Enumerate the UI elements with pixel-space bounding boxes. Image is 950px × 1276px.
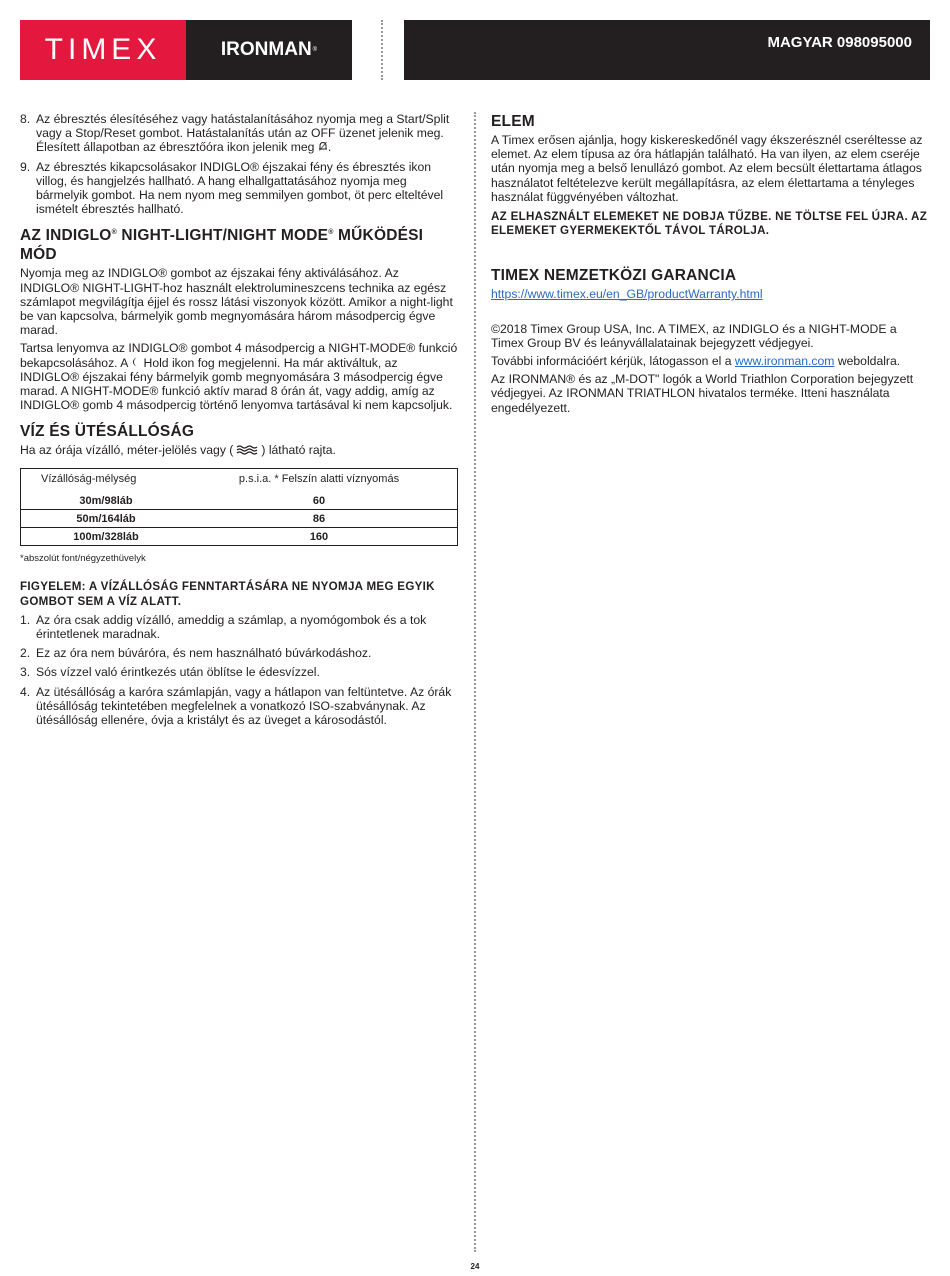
moon-icon [131, 356, 140, 370]
battery-body: A Timex erősen ajánlja, hogy kiskereskedőnél vagy ékszerésznél cseréltesse az elemet. Az elem típusa az óra hátlapján található. Ha van ilyen, az elem cseréje után nyomja meg a belső lenullázó gombot. Az elem becsült élettartama átlagos használatot feltételezve került megállapításra, az elem élettartama a tényleges használat függvényében változhat. [491, 133, 923, 204]
table-header-pressure: p.s.i.a. * Felszín alatti víznyomás [238, 473, 400, 486]
table-row [21, 527, 458, 545]
table-cell-pressure: 86 [181, 509, 458, 527]
table-cell-pressure: 60 [181, 492, 458, 510]
battery-warning: AZ ELHASZNÁLT ELEMEKET NE DOBJA TŰZBE. NE TÖLTSE FEL ÚJRA. AZ ELEMEKET GYERMEKEKTŐL TÁVOL TÁROLJA. [491, 210, 928, 238]
list-number: 9. [20, 159, 31, 174]
list-text: Az ébresztés kikapcsolásakor INDIGLO® éjszakai fény és ébresztés ikon villog, és hangjelzés hallható. A hang elhallgattatásához nyomja meg bármelyik gombot. Ha nem nyom meg semmilyen gombot, öt perc elteltével ismételt ébresztés hallható. [36, 159, 444, 217]
indiglo-paragraph-2: Tartsa lenyomva az INDIGLO® gombot 4 másodpercig a NIGHT-MODE® funkció bekapcsolásához. A Hold ikon fog megjelenni. Ha már aktiváltuk, az INDIGLO® éjszakai fény bármelyik gomb megnyomására 3 másodpercig égve marad. A NIGHT-MODE® funkció aktív marad 8 órán át, vagy addig, amíg az INDIGLO® gomb 4 másodpercig történő lenyomva tartásával ki nem kapcsoljuk. [20, 341, 458, 413]
brand-logo [20, 20, 352, 80]
list-number: 8. [20, 112, 31, 126]
water-list [20, 613, 458, 727]
header-bar [404, 20, 930, 80]
list-item: 8. Az ébresztés élesítéséhez vagy hatástalanításához nyomja meg a Start/Split vagy a Stop/Reset gombot. Hatástalanítás után az OFF üzenet jelenik meg. Élesített állapotban az ébresztőóra ikon jelenik meg . [20, 112, 450, 155]
water-intro: Ha az órája vízálló, méter-jelölés vagy ( ) látható rajta. [20, 443, 336, 458]
ironman-logo-text: IRONMAN [220, 39, 312, 60]
table-footnote: *abszolút font/négyzethüvelyk [20, 553, 146, 565]
list-text: Az ébresztés élesítéséhez vagy hatástalanításához nyomja meg a Start/Split vagy a Stop/Reset gombot. Hatástalanítás után az OFF üzenet jelenik meg. Élesített állapotban az ébresztőóra ikon jelenik meg [36, 112, 450, 155]
alarm-bell-icon [318, 140, 328, 154]
table-row [21, 509, 458, 527]
battery-heading: ELEM [491, 113, 535, 130]
water-waves-icon [236, 444, 258, 458]
timex-logo-text: TIMEX [44, 33, 162, 66]
ironman-trademark-text: Az IRONMAN® és az „M-DOT" logók a World Triathlon Corporation bejegyzett védjegyei. Az IRONMAN TRIATHLON hivatalos terméke. Itteni használata engedélyezett. [491, 372, 914, 415]
warranty-heading: TIMEX NEMZETKÖZI GARANCIA [491, 267, 737, 285]
table-row [21, 492, 458, 510]
timex-logo [20, 20, 186, 80]
indiglo-paragraph-1: Nyomja meg az INDIGLO® gombot az éjszakai fény aktiválásához. Az INDIGLO® NIGHT-LIGHT-hoz használt elektrolumineszcens technika az egész számlapot megvilágítja éjjel és rossz látási viszonyok között. Amikor a night-light be van kapcsolva, bármelyik gomb megnyomására három másodpercig égve marad. [20, 266, 453, 338]
document-title: MAGYAR 098095000 [767, 34, 912, 51]
table-cell-depth: 100m/328láb [73, 530, 139, 543]
header-divider [381, 20, 383, 80]
list-item: 4. Az ütésállóság a karóra számlapján, vagy a hátlapon van feltüntetve. Az órák ütésállóság tekintetében megfelelnek a vonatkozó ISO-szabványnak. Az ütésállóság ellenére, óvja a kristályt és az üveget a károsodástól. [20, 684, 452, 727]
list-item: 1. Az óra csak addig vízálló, ameddig a számlap, a nyomógombok és a tok érintetlenek maradnak. [20, 612, 427, 641]
table-cell-pressure: 160 [309, 530, 329, 543]
water-warning: FIGYELEM: A VÍZÁLLÓSÁG FENNTARTÁSÁRA NE NYOMJA MEG EGYIK GOMBOT SEM A VÍZ ALATT. [20, 580, 435, 608]
list-item: 3. Sós vízzel való érintkezés után öblítse le édesvízzel. [20, 665, 320, 680]
water-resistance-heading: VÍZ ÉS ÜTÉSÁLLÓSÁG [20, 423, 195, 441]
right-column [491, 112, 931, 419]
column-divider [474, 112, 476, 1252]
more-info-text: További információért kérjük, látogasson el a www.ironman.com weboldalra. [491, 354, 901, 369]
alarm-list [20, 112, 458, 216]
table-header-depth: Vízállóság-mélység [41, 473, 137, 486]
copyright-text: ©2018 Timex Group USA, Inc. A TIMEX, az INDIGLO és a NIGHT-MODE a Timex Group BV és leányvállalatainak bejegyzett védjegyei. [491, 321, 897, 350]
ironman-logo: IRONMAN ® [186, 20, 352, 80]
table-cell-depth: 30m/98láb [31, 492, 181, 510]
page-number: 24 [470, 1262, 480, 1271]
list-item: 2. Ez az óra nem búváróra, és nem használható búvárkodáshoz. [20, 646, 372, 661]
warranty-link[interactable]: https://www.timex.eu/en_GB/productWarranty.html [491, 287, 763, 302]
list-item [20, 160, 458, 217]
left-column [20, 112, 458, 732]
water-resistance-table [20, 468, 458, 546]
ironman-website-link[interactable]: www.ironman.com [734, 354, 835, 369]
indiglo-heading: AZ INDIGLO® NIGHT-LIGHT/NIGHT MODE® MŰKÖDÉSI MÓD [20, 227, 424, 264]
table-cell-depth: 50m/164láb [31, 509, 181, 527]
